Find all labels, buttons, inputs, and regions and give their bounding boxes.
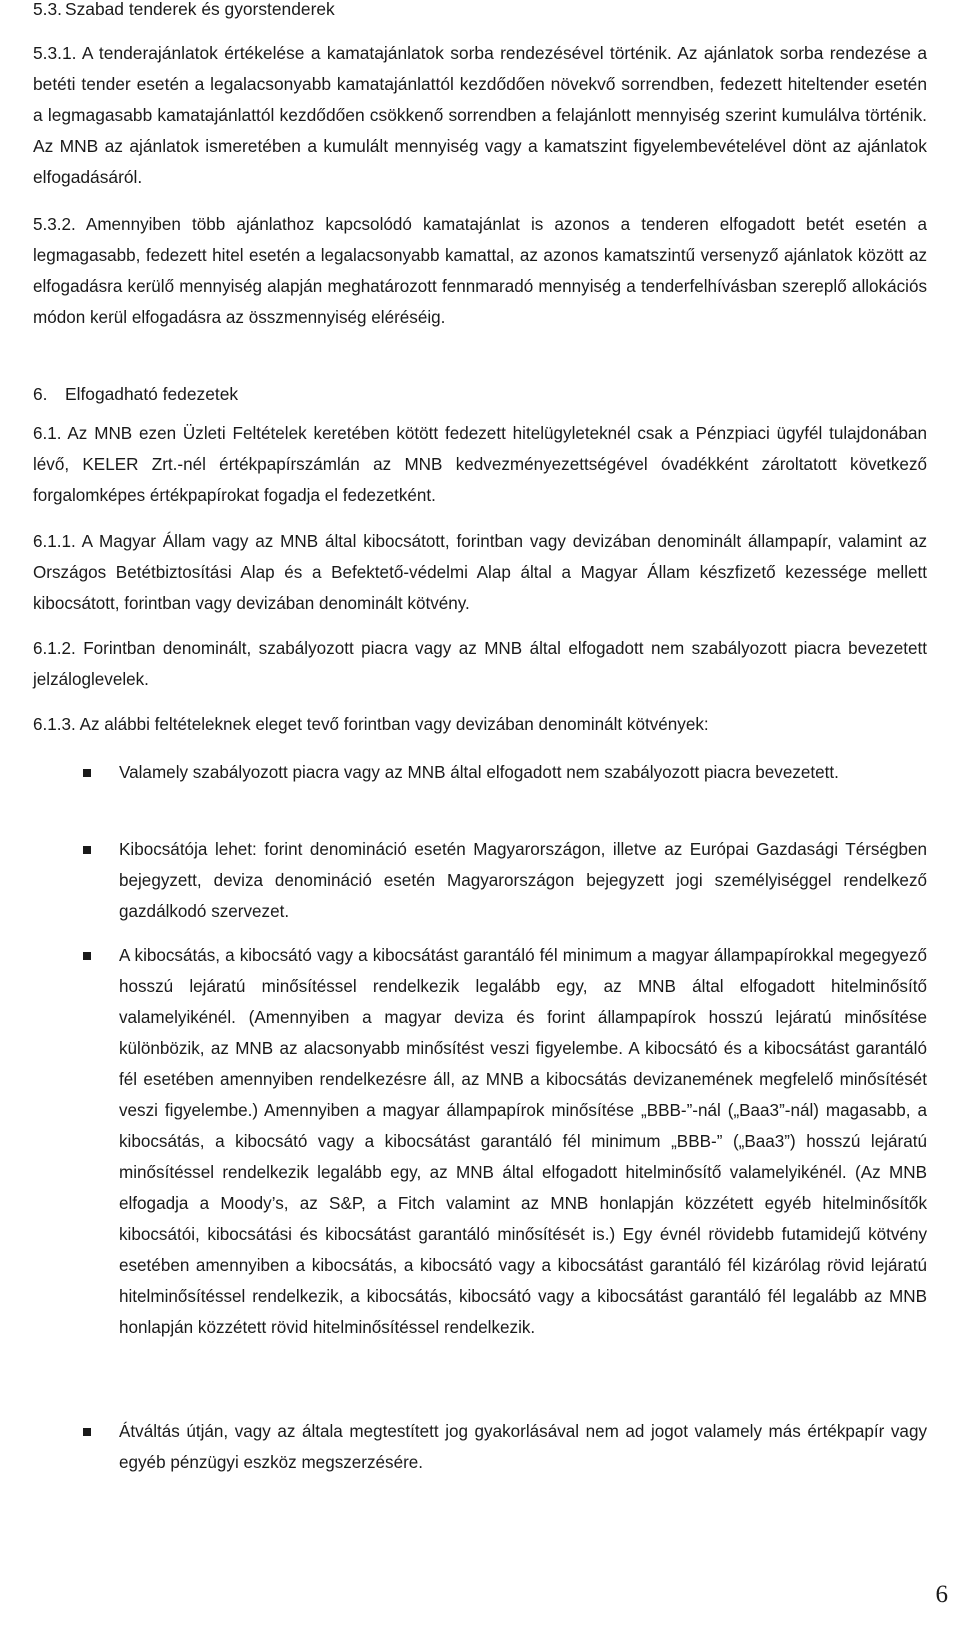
square-bullet-icon	[83, 1428, 91, 1436]
paragraph-6-1-3: 6.1.3. Az alábbi feltételeknek eleget tevő forintban vagy devizában denominált kötvények:	[33, 715, 709, 734]
paragraph-5-3-2: 5.3.2. Amennyiben több ajánlathoz kapcsolódó kamatajánlat is azonos a tenderen elfogadott betét esetén a legmagasabb, fedezett hitel esetén a legalacsonyabb kamattal, az azonos kamatszintű versenyző ajánlatok között az elfogadásra kerülő mennyiség alapján meghatározott fennmaradó mennyiség a tenderfelhívásban szereplő allokációs módon kerül elfogadásra az összmennyiség eléréséig.	[33, 215, 927, 327]
paragraph-6-1-2: 6.1.2. Forintban denominált, szabályozott piacra vagy az MNB által elfogadott nem szabályozott piacra bevezetett jelzáloglevelek.	[33, 639, 927, 689]
list-item	[33, 757, 927, 788]
section-title: Szabad tenderek és gyorstenderek	[65, 0, 335, 19]
section-title: Elfogadható fedezetek	[65, 384, 239, 404]
section-number: 5.3.	[33, 0, 63, 19]
page-number: 6	[935, 1581, 948, 1608]
square-bullet-icon	[83, 769, 91, 777]
section-number: 6.	[33, 384, 48, 404]
section-heading-5-3	[33, 0, 335, 25]
list-item	[33, 940, 927, 1343]
square-bullet-icon	[83, 846, 91, 854]
list-item	[33, 834, 927, 927]
square-bullet-icon	[83, 952, 91, 960]
list-item-text: Valamely szabályozott piacra vagy az MNB által elfogadott nem szabályozott piacra bevezetett.	[119, 763, 839, 782]
section-heading-6	[33, 379, 238, 410]
paragraph-6-1-1: 6.1.1. A Magyar Állam vagy az MNB által kibocsátott, forintban vagy devizában denominált állampapír, valamint az Országos Betétbiztosítási Alap és a Befektető-védelmi Alap által a Magyar Állam készfizető kezessége mellett kibocsátott, forintban vagy devizában denominált kötvény.	[33, 532, 927, 613]
paragraph-6-1: 6.1. Az MNB ezen Üzleti Feltételek keretében kötött fedezett hitelügyleteknél csak a Pénzpiaci ügyfél tulajdonában lévő, KELER Zrt.-nél értékpapírszámlán az MNB kedvezményezettségével óvadékként zároltatott következő forgalomképes értékpapírokat fogadja el fedezetként.	[33, 424, 927, 505]
list-item-text: A kibocsátás, a kibocsátó vagy a kibocsátást garantáló fél minimum a magyar állampapírokkal megegyező hosszú lejáratú minősítéssel rendelkezik legalább egy, az MNB által elfogadott hitelminősítő valamelyikénél. (Amennyiben a magyar deviza és forint állampapírok hosszú lejáratú minősítése különbözik, az MNB az alacsonyabb minősítést veszi figyelembe. A kibocsátó és a kibocsátást garantáló fél esetében amennyiben rendelkezésre áll, az MNB a kibocsátás devizanemének megfelelő minősítését veszi figyelembe.) Amennyiben a magyar állampapírok minősítése „BBB-”-nál („Baa3”-nál) magasabb, a kibocsátás, a kibocsátó vagy a kibocsátást garantáló fél minimum „BBB-” („Baa3”) hosszú lejáratú minősítéssel rendelkezik legalább egy, az MNB által elfogadott hitelminősítő valamelyikénél. (Az MNB elfogadja a Moody’s, az S&P, a Fitch valamint az MNB honlapján közzétett egyéb hitelminősítők kibocsátói, kibocsátási és kibocsátást garantáló minősítését is.) Egy évnél rövidebb futamidejű kötvény esetében amennyiben a kibocsátás, a kibocsátó vagy a kibocsátást garantáló fél kizárólag rövid lejáratú hitelminősítéssel rendelkezik, a kibocsátás, kibocsátó vagy a kibocsátást garantáló fél legalább az MNB honlapján közzétett rövid hitelminősítéssel rendelkezik.	[119, 946, 927, 1337]
list-item-text: Átváltás útján, vagy az általa megtestített jog gyakorlásával nem ad jogot valamely más értékpapír vagy egyéb pénzügyi eszköz megszerzésére.	[119, 1422, 927, 1472]
paragraph-5-3-1: 5.3.1. A tenderajánlatok értékelése a kamatajánlatok sorba rendezésével történik. Az ajánlatok sorba rendezése a betéti tender esetén a legalacsonyabb kamatajánlattól kezdődően növekvő sorrendben, fedezett hiteltender esetén a legmagasabb kamatajánlattól kezdődően csökkenő sorrendben a felajánlott mennyiség szerint kumulálva történik. Az MNB az ajánlatok ismeretében a kumulált mennyiség vagy a kamatszint figyelembevételével dönt az ajánlatok elfogadásáról.	[33, 43, 927, 187]
list-item	[33, 1416, 927, 1478]
list-item-text: Kibocsátója lehet: forint denomináció esetén Magyarországon, illetve az Európai Gazdasági Térségben bejegyzett, deviza denomináció esetén Magyarországon bejegyzett jogi személyiséggel rendelkező gazdálkodó szervezet.	[119, 840, 927, 921]
